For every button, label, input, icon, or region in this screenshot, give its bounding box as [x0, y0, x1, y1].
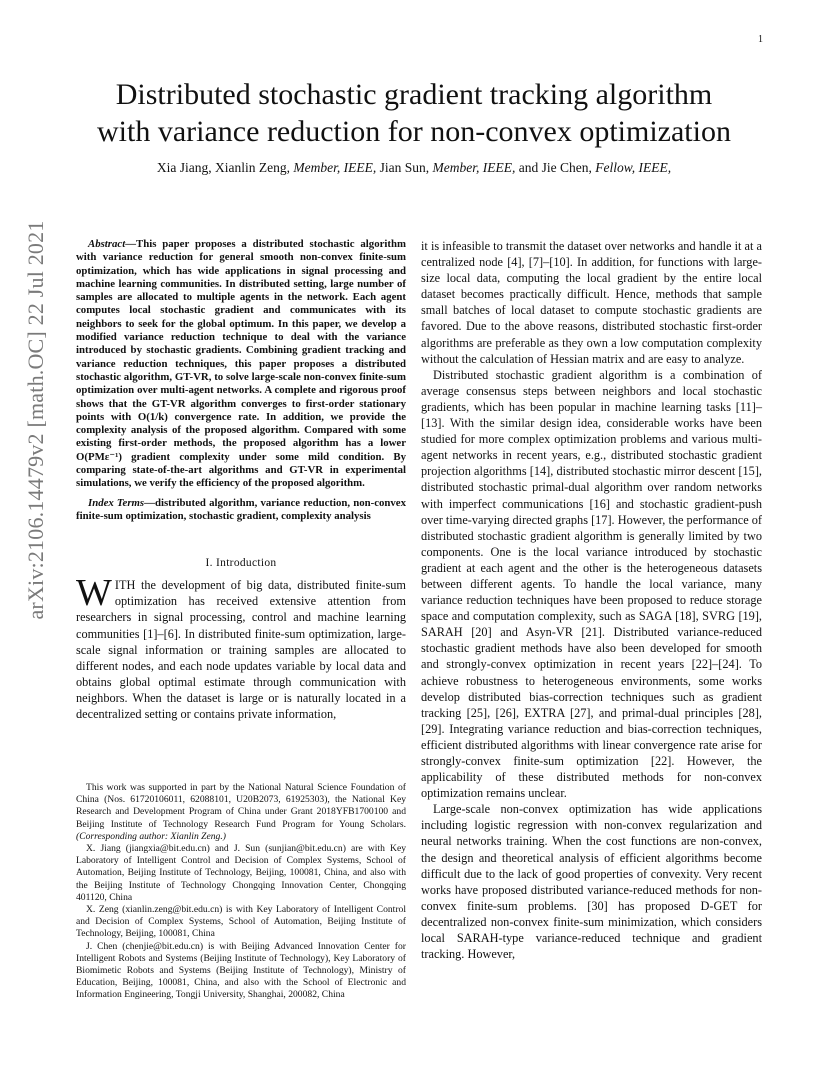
author-role-3: Fellow, IEEE, — [595, 160, 672, 175]
arxiv-identifier: arXiv:2106.14479v2 [math.OC] 22 Jul 2021 — [23, 220, 48, 620]
left-column — [76, 238, 406, 722]
paper-title — [40, 76, 788, 150]
right-paragraph-2: Distributed stochastic gradient algorithm is a combination of average consensus steps between neighbors and local stochastic gradients, which has been popular in machine learning tasks [11]–[13]. With the similar design idea, considerable works have been studied for more complex optimization problems and various multi-agent networks in recent years, e.g., distributed stochastic gradient projection algorithms [14], distributed stochastic mirror descent [15], distributed stochastic primal-dual algorithm over random networks with imperfect communications [16] and stochastic gradient-push over time-varying directed graphs [17]. However, the performance of distributed stochastic gradient algorithm is generally limited by two components. One is the local variance introduced by stochastic gradient at each agent and the other is the heterogeneous datasets between different agents. To handle the local variance, many variance reduction techniques have been proposed to reduce storage space and computation complexity, such as SAGA [18], SVRG [19], SARAH [20] and Asyn-VR [21]. Distributed variance-reduced stochastic gradient methods have also been developed for smooth and strongly-convex optimization in recent years [22]–[24]. To achieve robustness to heterogeneous environments, some works develop distributed bias-correction techniques such as gradient tracking [25], [26], EXTRA [27], and primal-dual principles [28], [29]. Integrating variance reduction and bias-correction techniques, efficient distributed algorithms with linear convergence rate arise for strongly-convex finite-sum optimization [22]. However, the applicability of these distributed methods for non-convex optimization remains unclear. — [421, 367, 762, 801]
intro-text: ITH the development of big data, distributed finite-sum optimization has received extensive attention from researchers in signal processing, control and machine learning communities [1]–[6]. In distributed finite-sum optimization, large-scale signal information or training samples are allocated to different nodes, and each node updates variable by local data and obtains global optimal estimate through communication with neighbors. When the dataset is large or is naturally located in a decentralized setting or contains private information, — [76, 578, 406, 721]
abstract-text: —This paper proposes a distributed stochastic algorithm with variance reduction for general smooth non-convex finite-sum optimization, which has wide applications in signal processing and machine learning communities. In distributed setting, large number of samples are allocated to multiple agents in the network. Each agent computes local stochastic gradient and communicates with its neighbors to seek for the global optimum. In this paper, we develop a modified variance reduction technique to deal with the variance introduced by stochastic gradients. Combining gradient tracking and variance reduction techniques, this paper proposes a distributed stochastic algorithm, GT-VR, to solve large-scale non-convex finite-sum optimization over multi-agent networks. A complete and rigorous proof shows that the GT-VR algorithm converges to first-order stationary points with O(1/k) convergence rate. In addition, we provide the complexity analysis of the proposed algorithm. Compared with some existing first-order methods, the proposed algorithm has a lower O(PMε⁻¹) gradient complexity under some mild condition. By comparing state-of-the-art algorithms and GT-VR in experimental simulations, we verify the efficiency of the proposed algorithm. — [76, 238, 406, 490]
page-number: 1 — [758, 34, 763, 45]
drop-cap: W — [76, 572, 112, 615]
footnote-corresponding: (Corresponding author: Xianlin Zeng.) — [76, 830, 226, 842]
index-terms — [76, 497, 406, 524]
footnote-zeng: X. Zeng (xianlin.zeng@bit.edu.cn) is with Key Laboratory of Intelligent Control and Decision of Complex Systems, School of Automation, Beijing Institute of Technology, Beijing, 100081, China — [76, 904, 406, 940]
index-terms-text: —distributed algorithm, variance reduction, non-convex finite-sum optimization, stochastic gradient, complexity analysis — [76, 496, 406, 522]
author-names-3: and Jie Chen, — [515, 160, 596, 175]
abstract-label: Abstract — [88, 238, 126, 250]
section-heading-introduction: I. Introduction — [205, 557, 277, 570]
author-role-1: Member, IEEE, — [293, 160, 377, 175]
footnote-funding — [76, 782, 406, 843]
title-line-2: with variance reduction for non-convex optimization — [97, 115, 731, 148]
footnote-funding-text: This work was supported in part by the National Natural Science Foundation of China (Nos. 61720106011, 62088101, U20B2073, 61925303), the National Key Research and Development Program of China under Grant 2018YFB1700100 and Beijing Institute of Technology Research Fund Program for Young Scholars. — [76, 782, 406, 830]
footnote-jiang-sun: X. Jiang (jiangxia@bit.edu.cn) and J. Sun (sunjian@bit.edu.cn) are with Key Laboratory of Intelligent Control and Decision of Complex Systems, School of Automation, Beijing Institute of Technology, Beijing, 100081, China, and also with the Beijing Institute of Technology Chongqing Innovation Center, Chongqing 401120, China — [76, 843, 406, 903]
right-paragraph-1: it is infeasible to transmit the dataset over networks and handle it at a centralized node [4], [7]–[10]. In addition, for functions with large-size local data, computing the local gradient by the entire local dataset becomes practically difficult. Hence, methods that sample small batches of local dataset to compute stochastic gradients are favored. Due to the above reasons, distributed stochastic first-order algorithms are preferable as they own a low computation complexity without the calculation of Hessian matrix and are easy to analyze. — [421, 239, 762, 366]
author-names-2: Jian Sun, — [376, 160, 433, 175]
footnote-chen: J. Chen (chenjie@bit.edu.cn) is with Beijing Advanced Innovation Center for Intelligent Robots and Systems (Beijing Institute of Technology), Key Laboratory of Biomimetic Robots and Systems (Beijing Institute of Technology), Ministry of Education, Beijing, 100081, China, and also with the School of Electronic and Information Engineering, Tongji University, Shanghai, 200082, China — [76, 940, 406, 1001]
author-list — [40, 160, 788, 176]
footnotes — [76, 782, 406, 1002]
index-terms-label: Index Terms — [88, 496, 145, 509]
right-paragraph-3: Large-scale non-convex optimization has wide applications including logistic regression with non-convex regularization and neural networks training. When the cost functions are non-convex, the design and theoretical analysis of efficient algorithms become difficult due to the lack of good properties of convexity. Very recent works have proposed distributed variance-reduced methods for non-convex finite-sum problems. [30] has proposed D-GET for decentralized non-convex finite-sum minimization, which considers local SARAH-type variance-reduced technique and gradient tracking. However, — [421, 802, 762, 962]
title-line-1: Distributed stochastic gradient tracking algorithm — [115, 78, 713, 111]
author-role-2: Member, IEEE, — [432, 160, 516, 175]
right-column — [421, 238, 762, 962]
author-names-1: Xia Jiang, Xianlin Zeng, — [156, 160, 294, 175]
abstract — [76, 238, 406, 491]
intro-paragraph-1 — [76, 572, 406, 722]
